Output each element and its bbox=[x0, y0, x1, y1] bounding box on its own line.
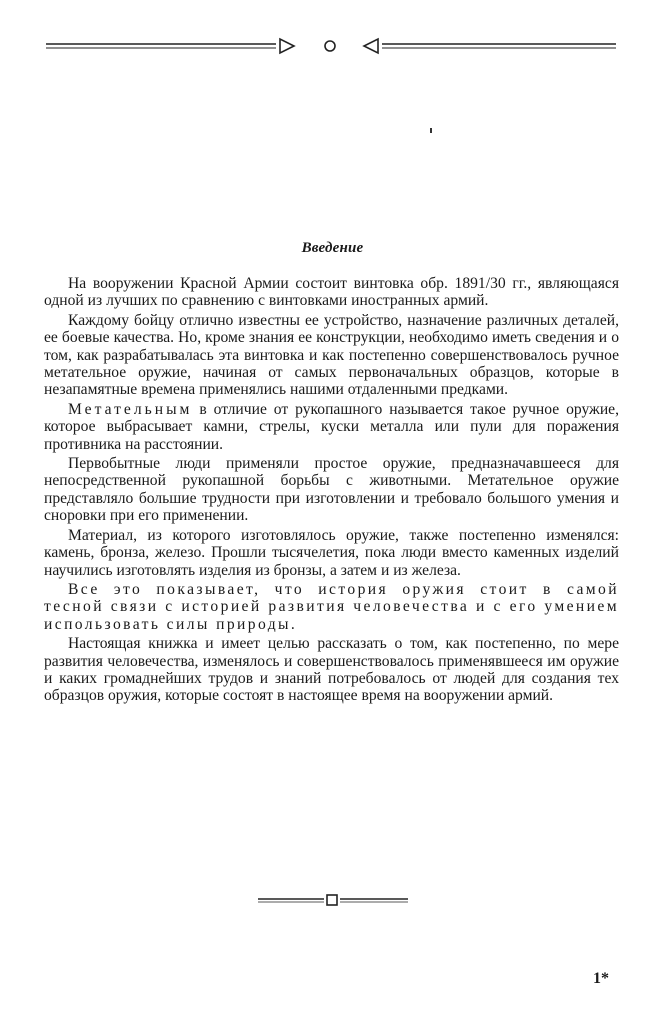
paragraph-text: На вооружении Красной Армии состоит винтовка обр. 1891/30 гг., являющаяся одной из лучших по сравнению с винтовками иностранных армий. bbox=[44, 275, 619, 310]
paragraph-text: Каждому бойцу отлично известны ее устройство, назначение различных деталей, ее боевые качества. Но, кроме знания ее конструкции, необходимо иметь сведения и о том, как разрабатывалась эта винтовка и как постепенно совершенствовалось ручное метательное оружие, начиная от самых первоначальных образцов, которые в незапамятные времена применялись нашими отдаленными предками. bbox=[44, 311, 619, 399]
square-icon bbox=[327, 895, 337, 905]
print-speck bbox=[430, 128, 432, 133]
top-ornament bbox=[46, 34, 616, 58]
paragraph bbox=[44, 455, 619, 525]
paragraph bbox=[44, 581, 619, 633]
paragraph-text: Первобытные люди применяли простое оружие, предназначавшееся для непосредственной рукопашной борьбы с животными. Метательное оружие представляло большие трудности при изготовлении и требовало большого умения и сноровки при его применении. bbox=[44, 455, 619, 525]
paragraph bbox=[44, 401, 619, 453]
chapter-title: Введение bbox=[301, 240, 364, 256]
body-text bbox=[44, 275, 619, 707]
right-triangle-icon bbox=[364, 39, 378, 53]
paragraph-text: Материал, из которого изготовлялось оружие, также постепенно изменялся: камень, бронза, железо. Прошли тысячелетия, пока люди вместо каменных изделий научились изготовлять изделия из бронзы, а затем и из железа. bbox=[44, 526, 619, 579]
paragraph bbox=[44, 275, 619, 310]
paragraph-text: Настоящая книжка и имеет целью рассказать о том, как постепенно, по мере развития человечества, изменялось и совершенствовалось применявшееся им оружие и каких громаднейших трудов и знаний потребовалось от людей для создания тех образцов оружия, которые состоят в настоящее время на вооружении армий. bbox=[44, 635, 619, 705]
paragraph bbox=[44, 527, 619, 579]
paragraph bbox=[44, 312, 619, 399]
spaced-term: Метательным bbox=[68, 400, 193, 418]
paragraph bbox=[44, 635, 619, 705]
emphasized-text: Все это показывает, что история оружия стоит в самой тесной связи с историей развития человечества и с его умением использовать силы природы. bbox=[44, 580, 619, 633]
paragraph-text: в отличие от рукопашного называется такое ручное оружие, которое выбрасывает камни, стрелы, куски металла или пули для поражения противника на расстоянии. bbox=[44, 400, 619, 453]
bottom-ornament bbox=[258, 890, 408, 910]
circle-icon bbox=[325, 41, 335, 51]
page-number: 1* bbox=[593, 970, 609, 987]
left-triangle-icon bbox=[280, 39, 294, 53]
